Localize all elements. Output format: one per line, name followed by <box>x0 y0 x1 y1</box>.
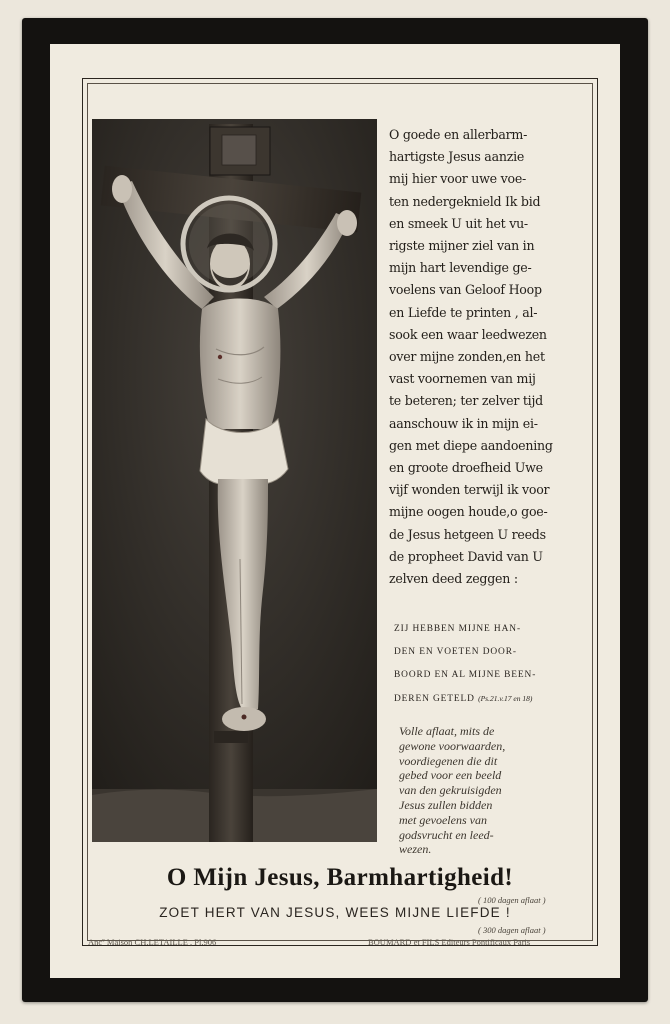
publisher-imprint-left: Ancº Maison CH.LETAILLE , Pl.906 <box>88 937 217 947</box>
prayer-line: sook een waar leedwezen <box>389 326 547 342</box>
card-paper <box>50 44 620 978</box>
prayer-line: mijn hart levendige ge- <box>389 260 532 276</box>
indulgence-line: gebed voor een beeld <box>399 768 502 783</box>
prayer-line: hartigste Jesus aanzie <box>389 149 525 165</box>
main-title: O Mijn Jesus, Barmhartigheid! <box>166 864 514 891</box>
indulgence-line: voordiegenen die dit <box>399 753 498 768</box>
memorial-card <box>22 18 648 1002</box>
prayer-text <box>389 124 569 590</box>
indulgence-line: gewone voorwaarden, <box>399 738 506 753</box>
quote-last-line: DEREN GETELD <box>394 694 475 704</box>
prayer-line: ten nedergeknield Ik bid <box>389 193 541 209</box>
prayer-line: en groote droefheid Uwe <box>389 460 543 476</box>
indulgence-line: wezen. <box>399 842 432 857</box>
scripture-quote <box>394 618 572 711</box>
crucifixion-engraving <box>92 119 377 842</box>
publisher-imprint-right: BOUMARD et FILS Editeurs Pontificaux Paris <box>368 937 531 947</box>
prayer-line: over mijne zonden,en het <box>389 349 545 365</box>
quote-line: DEN EN VOETEN DOOR- <box>394 647 517 657</box>
indulgence-line: van den gekruisigden <box>399 783 502 798</box>
indulgence-line: Volle aflaat, mits de <box>399 724 495 738</box>
prayer-line: aanschouw ik in mijn ei- <box>389 415 538 431</box>
prayer-line: rigste mijner ziel van in <box>389 238 535 254</box>
prayer-line: en smeek U uit het vu- <box>389 215 528 231</box>
prayer-line: vijf wonden terwijl ik voor <box>389 482 550 498</box>
prayer-line: voelens van Geloof Hoop <box>389 282 542 298</box>
prayer-line: en Liefde te printen , al- <box>389 304 538 320</box>
prayer-line: de Jesus hetgeen U reeds <box>389 526 546 542</box>
prayer-line: te beteren; ter zelver tijd <box>389 393 543 409</box>
crucifix-illustration <box>92 119 377 842</box>
indulgence-line: godsvrucht en leed- <box>399 827 494 842</box>
prayer-line: mij hier voor uwe voe- <box>389 171 527 187</box>
prayer-line: de propheet David van U <box>389 548 543 564</box>
quote-line <box>394 687 572 711</box>
quote-line: ZIJ HEBBEN MIJNE HAN- <box>394 624 521 634</box>
title-indulgence-note: ( 100 dagen aflaat ) <box>478 895 546 905</box>
indulgence-note <box>399 724 574 857</box>
prayer-line: O goede en allerbarm- <box>389 127 528 142</box>
prayer-line: zelven deed zeggen : <box>389 571 518 587</box>
quote-line: BOORD EN AL MIJNE BEEN- <box>394 670 537 680</box>
prayer-line: vast voornemen van mij <box>389 371 536 387</box>
prayer-line: gen met diepe aandoening <box>389 437 553 453</box>
indulgence-line: met gevoelens van <box>399 812 487 827</box>
subtitle: ZOET HERT VAN JESUS, WEES MIJNE LIEFDE ! <box>159 905 511 920</box>
indulgence-line: Jesus zullen bidden <box>399 797 493 812</box>
scripture-reference: (Ps.21.v.17 en 18) <box>478 694 533 703</box>
subtitle-indulgence-note: ( 300 dagen aflaat ) <box>478 925 546 935</box>
prayer-line: mijne oogen houde,o goe- <box>389 504 548 520</box>
